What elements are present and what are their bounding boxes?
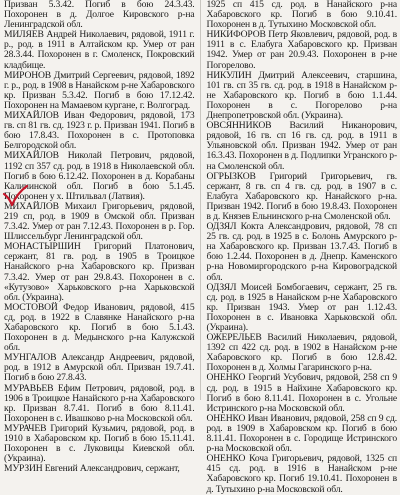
memorial-list-right-column bbox=[201, 0, 400, 400]
memorial-entry: МИРОНОВ Дмитрий Сергеевич, рядовой, 1892 г. р., род. в 1908 в Нанайском р-не Хабаровского кр. Призван 5.3.42. Погиб в бою 17.12.42. Похоронен на Мамаевом кургане, г. Волгоград. bbox=[4, 71, 195, 111]
memorial-entry: ОВСЯННИКОВ Василий Никанорович, рядовой, 16 гв. сп 16 гв. сд. род. в 1911 в Ульяновской обл. Призван 1942. Умер от ран 16.3.43. Похоронен в д. Подлипки Угранского р-на Смоленской обл. bbox=[207, 121, 398, 171]
memorial-entry: МОСТОВОЙ Федор Иванович, рядовой, 415 сд, род. в 1922 в Славянке Нанайского р-на Хабаровского кр. Погиб в бою 5.1.43. Похоронен в д. Медынского р-на Калужской обл. bbox=[4, 303, 195, 353]
memorial-entry: МИХАЙЛОВ Николай Петрович, рядовой, 1192 сп 357 сд. род. в 1918 в Николаевской обл. Погиб в бою 6.12.42. Похоронен в д. Корабаны Калининской обл. Погиб в бою 5.1.45. Похоронен у х. Штильвал (Латвия). bbox=[4, 151, 195, 201]
memorial-entry-highlighted: МИХАЙЛОВ Михаил Григорьевич, рядовой, 219 сп, род. в 1909 в Омской обл. Призван 7.3.42. Умер от ран 7.12.43. Похоронен в р. Гор. Шлиссельбург Ленинградской обл. bbox=[4, 202, 195, 242]
memorial-entry: Призван 5.3.42. Погиб в бою 24.3.43. Похоронен в д. Долгое Кировского р-на Ленинградской обл. bbox=[4, 0, 195, 30]
memorial-entry: МУРЗИН Евгений Александрович, сержант, bbox=[4, 464, 195, 474]
memorial-entry: ОНЕНКО Иван Иванович, рядовой, 258 сп 9 сд. род. в 1909 в Хабаровском кр. Погиб в бою 8.11.41. Похоронен в с. Городище Истринского р-на Московской обл. bbox=[207, 414, 398, 454]
memorial-entry: МУНГАЛОВ Александр Андреевич, рядовой, род. в 1912 в Амурской обл. Призван 19.7.41. Погиб в бою 27.8.43. bbox=[4, 353, 195, 383]
memorial-entry: ОДЗЯЛ Кокта Александрович, рядовой, 78 сп 25 гв. сд. род. в 1925 в с. Болонь Амурского р-на Хабаровского кр. Призван 13.7.43. Погиб в бою 1.2.44. Похоронен в д. Днепр. Каменского р-на Новомиргородского р-на Кировоградской обл. bbox=[207, 222, 398, 283]
memorial-entry: ОЖЕРЕЛЬЕВ Василий Николаевич, рядовой, 1392 сп 422 сд. род. в 1902 в Нанайском р-не Хабаровского кр. Погиб в бою 12.8.42. Похоронен в д. Холмы Гагаринского р-на. bbox=[207, 333, 398, 373]
memorial-list-left-column bbox=[0, 0, 200, 400]
memorial-entry: 1925 сп 415 сд. род. в Нанайского р-на Хабаровского кр. Погиб в бою 9.10.41. Похоронен в д. Тутыхино Московской обл. bbox=[207, 0, 398, 30]
memorial-entry: МУРАЧЕВ Григорий Кузьмич, рядовой, род. в 1910 в Хабаровском кр. Погиб в бою 15.11.41. Похоронен в с. Луковицы Киевской обл. (Украина). bbox=[4, 424, 195, 464]
memorial-entry: ОГРЫЗКОВ Григорий Григорьевич, гв. сержант, 8 гв. сп 4 гв. сд. род. в 1907 в с. Елабуга Хабаровского кр. Нанайского р-на. Призван 1942. Погиб в бою 19.8.43. Похоронен в д. Князев Ельнинского р-на Смоленской обл. bbox=[207, 172, 398, 222]
memorial-entry: ОНЕНКО Георгий Усубович, рядовой, 258 сп 9 сд. род. в 1915 в Найхине Хабаровского кр. Погиб в бою 8.11.41. Похоронен в с. Угольне Истринского р-на Московской обл. bbox=[207, 373, 398, 413]
memorial-entry: НИКИФОРОВ Петр Яковлевич, рядовой, род. в 1911 в с. Елабуга Хабаровского кр. Призван 1942. Умер от ран 20.9.43. Похоронен в р-не Погорелово. bbox=[207, 30, 398, 70]
memorial-entry: ОНЕНКО Коча Григорьевич, рядовой, 1325 сп 415 сд. род. в 1916 в Нанайском р-не Хабаровского кр. Погиб 19.10.41. Похоронен в д. Тутыхино р-на Московской обл. bbox=[207, 454, 398, 494]
memorial-entry: ОДЗЯЛ Моисей Бомбогаевич, сержант, 25 гв. сд. род. в 1925 в Нанайском р-не Хабаровского кр. Призван 1943. Умер от ран 1.12.43. Похоронен в с. Ивановка Харьковской обл. (Украина). bbox=[207, 283, 398, 333]
memorial-entry: НИКУЛИН Дмитрий Алексеевич, старшина, 101 гв. сп 35 гв. сд. род. в 1918 в Нанайском р-не Хабаровского кр. Погиб в бою 1.1.44. Похоронен в с. Погорелово р-на Днепропетровской обл. (Украина). bbox=[207, 71, 398, 121]
memorial-entry: МУРАВЬЕВ Ефим Петрович, рядовой, род. в 1906 в Троицкое Нанайского р-на Хабаровского кр. Призван 8.7.41. Погиб в бою 8.11.41. Похоронен в с. Ивашково р-на Московской обл. bbox=[4, 384, 195, 424]
memorial-entry: МОНАСТЫРШИН Григорий Платонович, сержант, 81 гв. род. в 1905 в Троицкое Нанайского р-на Хабаровского кр. Призван 7.3.42. Умер от ран 29.8.43. Похоронен в с. «Кутузово» Харьковского р-на Харьковской обл. (Украина). bbox=[4, 242, 195, 303]
memorial-entry: МИХАЙЛОВ Иван Федорович, рядовой, 173 гв. сп 81 гв. сд. 1923 г. р. Призван 1941. Погиб в бою 17.8.43. Похоронен в с. Протоповка Белгородской обл. bbox=[4, 111, 195, 151]
memorial-entry: МИЛЯЕВ Андрей Николаевич, рядовой, 1911 г. р., род. в 1911 в Алтайском кр. Умер от ран 28.3.44. Похоронен в г. Смоленск, Покровский кладбище. bbox=[4, 30, 195, 70]
